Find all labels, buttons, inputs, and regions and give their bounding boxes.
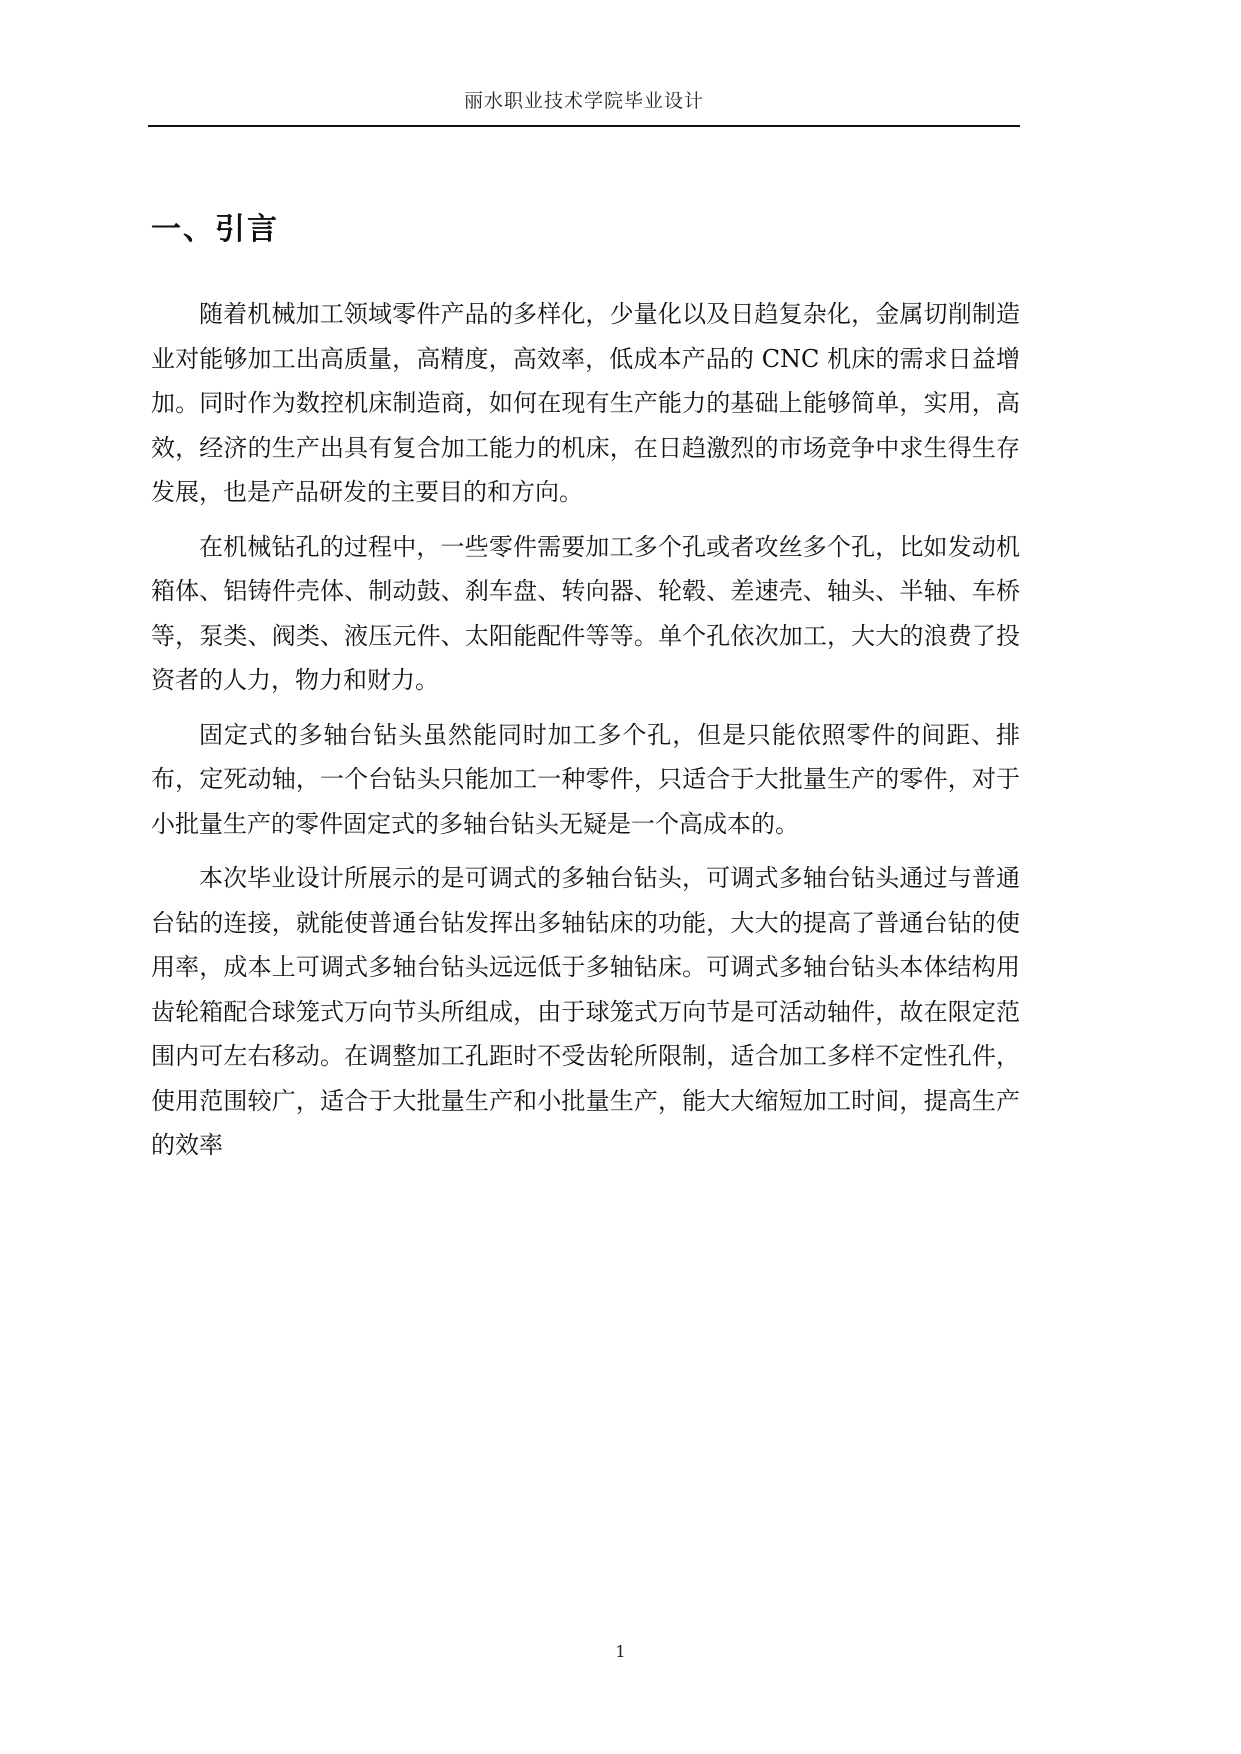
paragraph-1: 随着机械加工领域零件产品的多样化，少量化以及日趋复杂化，金属切削制造业对能够加工出高质量，高精度，高效率，低成本产品的 CNC 机床的需求日益增加。同时作为数控机床制造商，如何在现有生产能力的基础上能够简单，实用，高效，经济的生产出具有复合加工能力的机床，在日趋激烈的市场竞争中求生得生存发展，也是产品研发的主要目的和方向。 [151,300,1020,506]
header-rule [148,125,1020,127]
paragraph-2: 在机械钻孔的过程中，一些零件需要加工多个孔或者攻丝多个孔，比如发动机箱体、铝铸件壳体、制动鼓、刹车盘、转向器、轮毂、差速壳、轴头、半轴、车桥等，泵类、阀类、液压元件、太阳能配件等等。单个孔依次加工，大大的浪费了投资者的人力，物力和财力。 [151,532,1020,694]
running-header: 丽水职业技术学院毕业设计 [463,90,704,112]
paragraph-4: 本次毕业设计所展示的是可调式的多轴台钻头，可调式多轴台钻头通过与普通台钻的连接，就能使普通台钻发挥出多轴钻床的功能，大大的提高了普通台钻的使用率，成本上可调式多轴台钻头远远低于多轴钻床。可调式多轴台钻头本体结构用齿轮箱配合球笼式万向节头所组成，由于球笼式万向节是可活动轴件，故在限定范围内可左右移动。在调整加工孔距时不受齿轮所限制，适合加工多样不定性孔件，使用范围较广，适合于大批量生产和小批量生产，能大大缩短加工时间，提高生产的效率 [151,864,1020,1159]
page-number: 1 [615,1642,626,1661]
body-text [151,292,1020,1178]
paragraph-3: 固定式的多轴台钻头虽然能同时加工多个孔，但是只能依照零件的间距、排布，定死动轴，一个台钻头只能加工一种零件，只适合于大批量生产的零件，对于小批量生产的零件固定式的多轴台钻头无疑是一个高成本的。 [151,720,1020,838]
section-title: 一、引言 [151,212,279,247]
